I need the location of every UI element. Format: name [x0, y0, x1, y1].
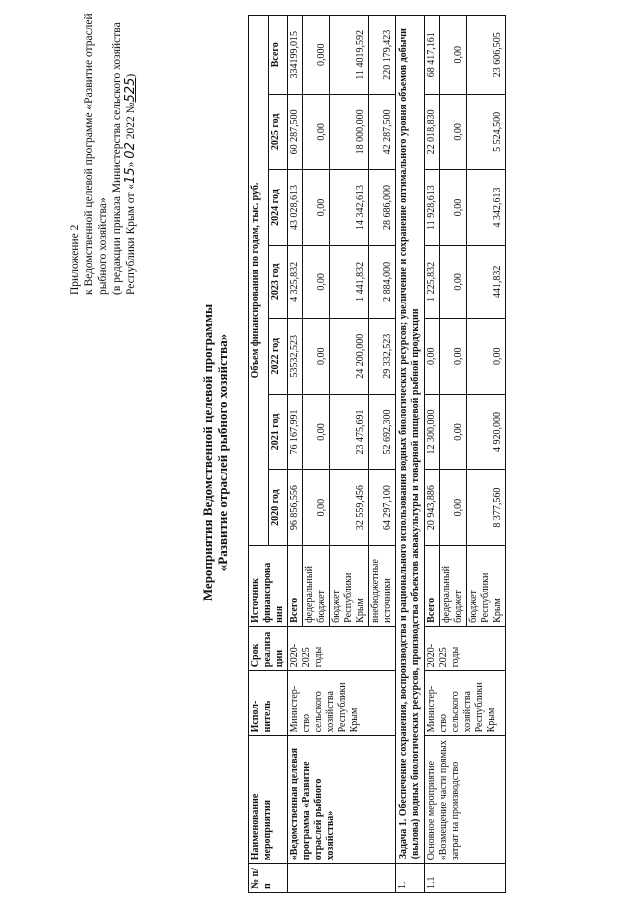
program-value: 43 028,613 — [288, 170, 303, 246]
col-header-name: Наименование мероприятия — [249, 736, 288, 864]
measure-source: Всего — [425, 545, 440, 626]
program-value: 18 000,000 — [330, 94, 369, 170]
header-date-year: 2022 № — [125, 102, 137, 140]
task-row — [396, 16, 425, 893]
program-value: 0,00 — [303, 470, 330, 546]
measure-value: 0,00 — [440, 94, 467, 170]
program-value: 0,00 — [303, 394, 330, 470]
program-row — [288, 16, 303, 893]
header-line-3: рыбного хозяйства» — [97, 197, 109, 295]
measure-value: 0,00 — [467, 318, 506, 394]
measure-value: 20 943,886 — [425, 470, 440, 546]
measure-value: 5 524,500 — [467, 94, 506, 170]
program-value: 14 342,613 — [330, 170, 369, 246]
program-value: 1 441,832 — [330, 245, 369, 318]
measure-term: 2020-2025 годы — [425, 626, 506, 670]
appendix-header — [68, 5, 138, 295]
header-date-mid: » — [125, 161, 137, 168]
measure-value: 0,00 — [440, 318, 467, 394]
measure-value: 0,00 — [425, 318, 440, 394]
col-header-year: 2023 год — [268, 245, 288, 318]
measure-row — [425, 16, 440, 893]
program-value: 0,00 — [303, 245, 330, 318]
header-line-1: Приложение 2 — [69, 224, 81, 295]
measure-value: 4 342,613 — [467, 170, 506, 246]
program-value: 96 856,556 — [288, 470, 303, 546]
program-value: 11 4019,592 — [330, 16, 369, 95]
program-value: 0,00 — [303, 170, 330, 246]
task-num: 1. — [396, 864, 425, 893]
program-value: 53532,523 — [288, 318, 303, 394]
program-value: 2 884,000 — [369, 245, 396, 318]
document-title-line-2: «Развитие отраслей рыбного хозяйства» — [215, 333, 230, 572]
measure-source: федеральный бюджет — [440, 545, 467, 626]
measure-num: 1.1 — [425, 864, 506, 893]
program-source: бюджет Республики Крым — [330, 545, 369, 626]
measure-value: 4 920,000 — [467, 394, 506, 470]
header-date-month: 02 — [123, 142, 138, 159]
program-value: 32 559,456 — [330, 470, 369, 546]
program-value: 334199,015 — [288, 16, 303, 95]
measure-value: 0,00 — [440, 394, 467, 470]
measure-value: 1 225,832 — [425, 245, 440, 318]
program-value: 0,00 — [303, 318, 330, 394]
header-line-4: (в редакции приказа Министерства сельского хозяйства — [111, 22, 123, 295]
header-date-prefix: Республики Крым от « — [125, 183, 137, 295]
measure-value: 0,00 — [440, 170, 467, 246]
measure-value: 11 928,613 — [425, 170, 440, 246]
program-value: 60 287,500 — [288, 94, 303, 170]
document-title-line-1: Мероприятия Ведомственной целевой программы — [200, 303, 215, 602]
program-num-cell — [288, 864, 396, 893]
measures-table — [248, 15, 506, 893]
header-row-1 — [249, 16, 269, 893]
header-line-2: к Ведомственной целевой программе «Развитие отраслей — [83, 13, 95, 295]
program-source: Всего — [288, 545, 303, 626]
header-date-day: 15 — [123, 167, 138, 184]
program-value: 29 332,523 — [369, 318, 396, 394]
program-name: «Ведомственная целевая программа «Развитие отраслей рыбного хозяйства» — [288, 736, 396, 864]
measure-value: 23 606,505 — [467, 16, 506, 95]
col-header-num: № п/п — [249, 864, 288, 893]
col-header-year: 2022 год — [268, 318, 288, 394]
col-header-year: 2021 год — [268, 394, 288, 470]
col-header-year: 2020 год — [268, 470, 288, 546]
col-header-term: Срок реализа ции — [249, 626, 288, 670]
program-value: 52 692,300 — [369, 394, 396, 470]
col-header-total: Всего — [268, 16, 288, 95]
measure-value: 22 018,830 — [425, 94, 440, 170]
program-source: внебюджетные источники — [369, 545, 396, 626]
program-value: 64 297,100 — [369, 470, 396, 546]
program-value: 76 167,991 — [288, 394, 303, 470]
header-order-number: 525 — [123, 77, 138, 103]
program-value: 4 325,832 — [288, 245, 303, 318]
measure-value: 0,00 — [440, 245, 467, 318]
measure-value: 8 377,560 — [467, 470, 506, 546]
program-value: 0,000 — [303, 16, 330, 95]
program-value: 42 287,500 — [369, 94, 396, 170]
measure-value: 441,832 — [467, 245, 506, 318]
col-header-source: Источник финансирова ния — [249, 545, 288, 626]
measure-value: 12 300,000 — [425, 394, 440, 470]
header-date-suffix: ) — [125, 73, 137, 78]
task-text: Задача 1. Обеспечение сохранения, воспроизводства и рационального использования водных биологических ресурсов; увеличение и сохранение оптимального уровня объемов добычи (вылова) водных биологических ресурсов, производства объектов аквакультуры и товарной пищевой рыбной продукции — [396, 16, 425, 864]
program-value: 23 475,691 — [330, 394, 369, 470]
col-header-executor: Испол-нитель — [249, 671, 288, 736]
program-term: 2020-2025 годы — [288, 626, 396, 670]
col-header-year: 2024 год — [268, 170, 288, 246]
program-value: 24 200,000 — [330, 318, 369, 394]
col-header-volume: Объем финансирования по годам, тыс. руб. — [249, 16, 269, 546]
measure-value: 68 417,161 — [425, 16, 440, 95]
program-executor: Министер-ство сельского хозяйства Республики Крым — [288, 671, 396, 736]
measure-executor: Министер-ство сельского хозяйства Республики Крым — [425, 671, 506, 736]
program-value: 220 179,423 — [369, 16, 396, 95]
measure-value: 0,00 — [440, 16, 467, 95]
measure-source: бюджет Республики Крым — [467, 545, 506, 626]
program-source: федеральный бюджет — [303, 545, 330, 626]
measure-name: Основное мероприятие «Возмещение части прямых затрат на производство — [425, 736, 506, 864]
program-value: 28 686,000 — [369, 170, 396, 246]
measure-value: 0,00 — [440, 470, 467, 546]
header-line-5 — [124, 5, 138, 295]
program-value: 0,00 — [303, 94, 330, 170]
col-header-year: 2025 год — [268, 94, 288, 170]
